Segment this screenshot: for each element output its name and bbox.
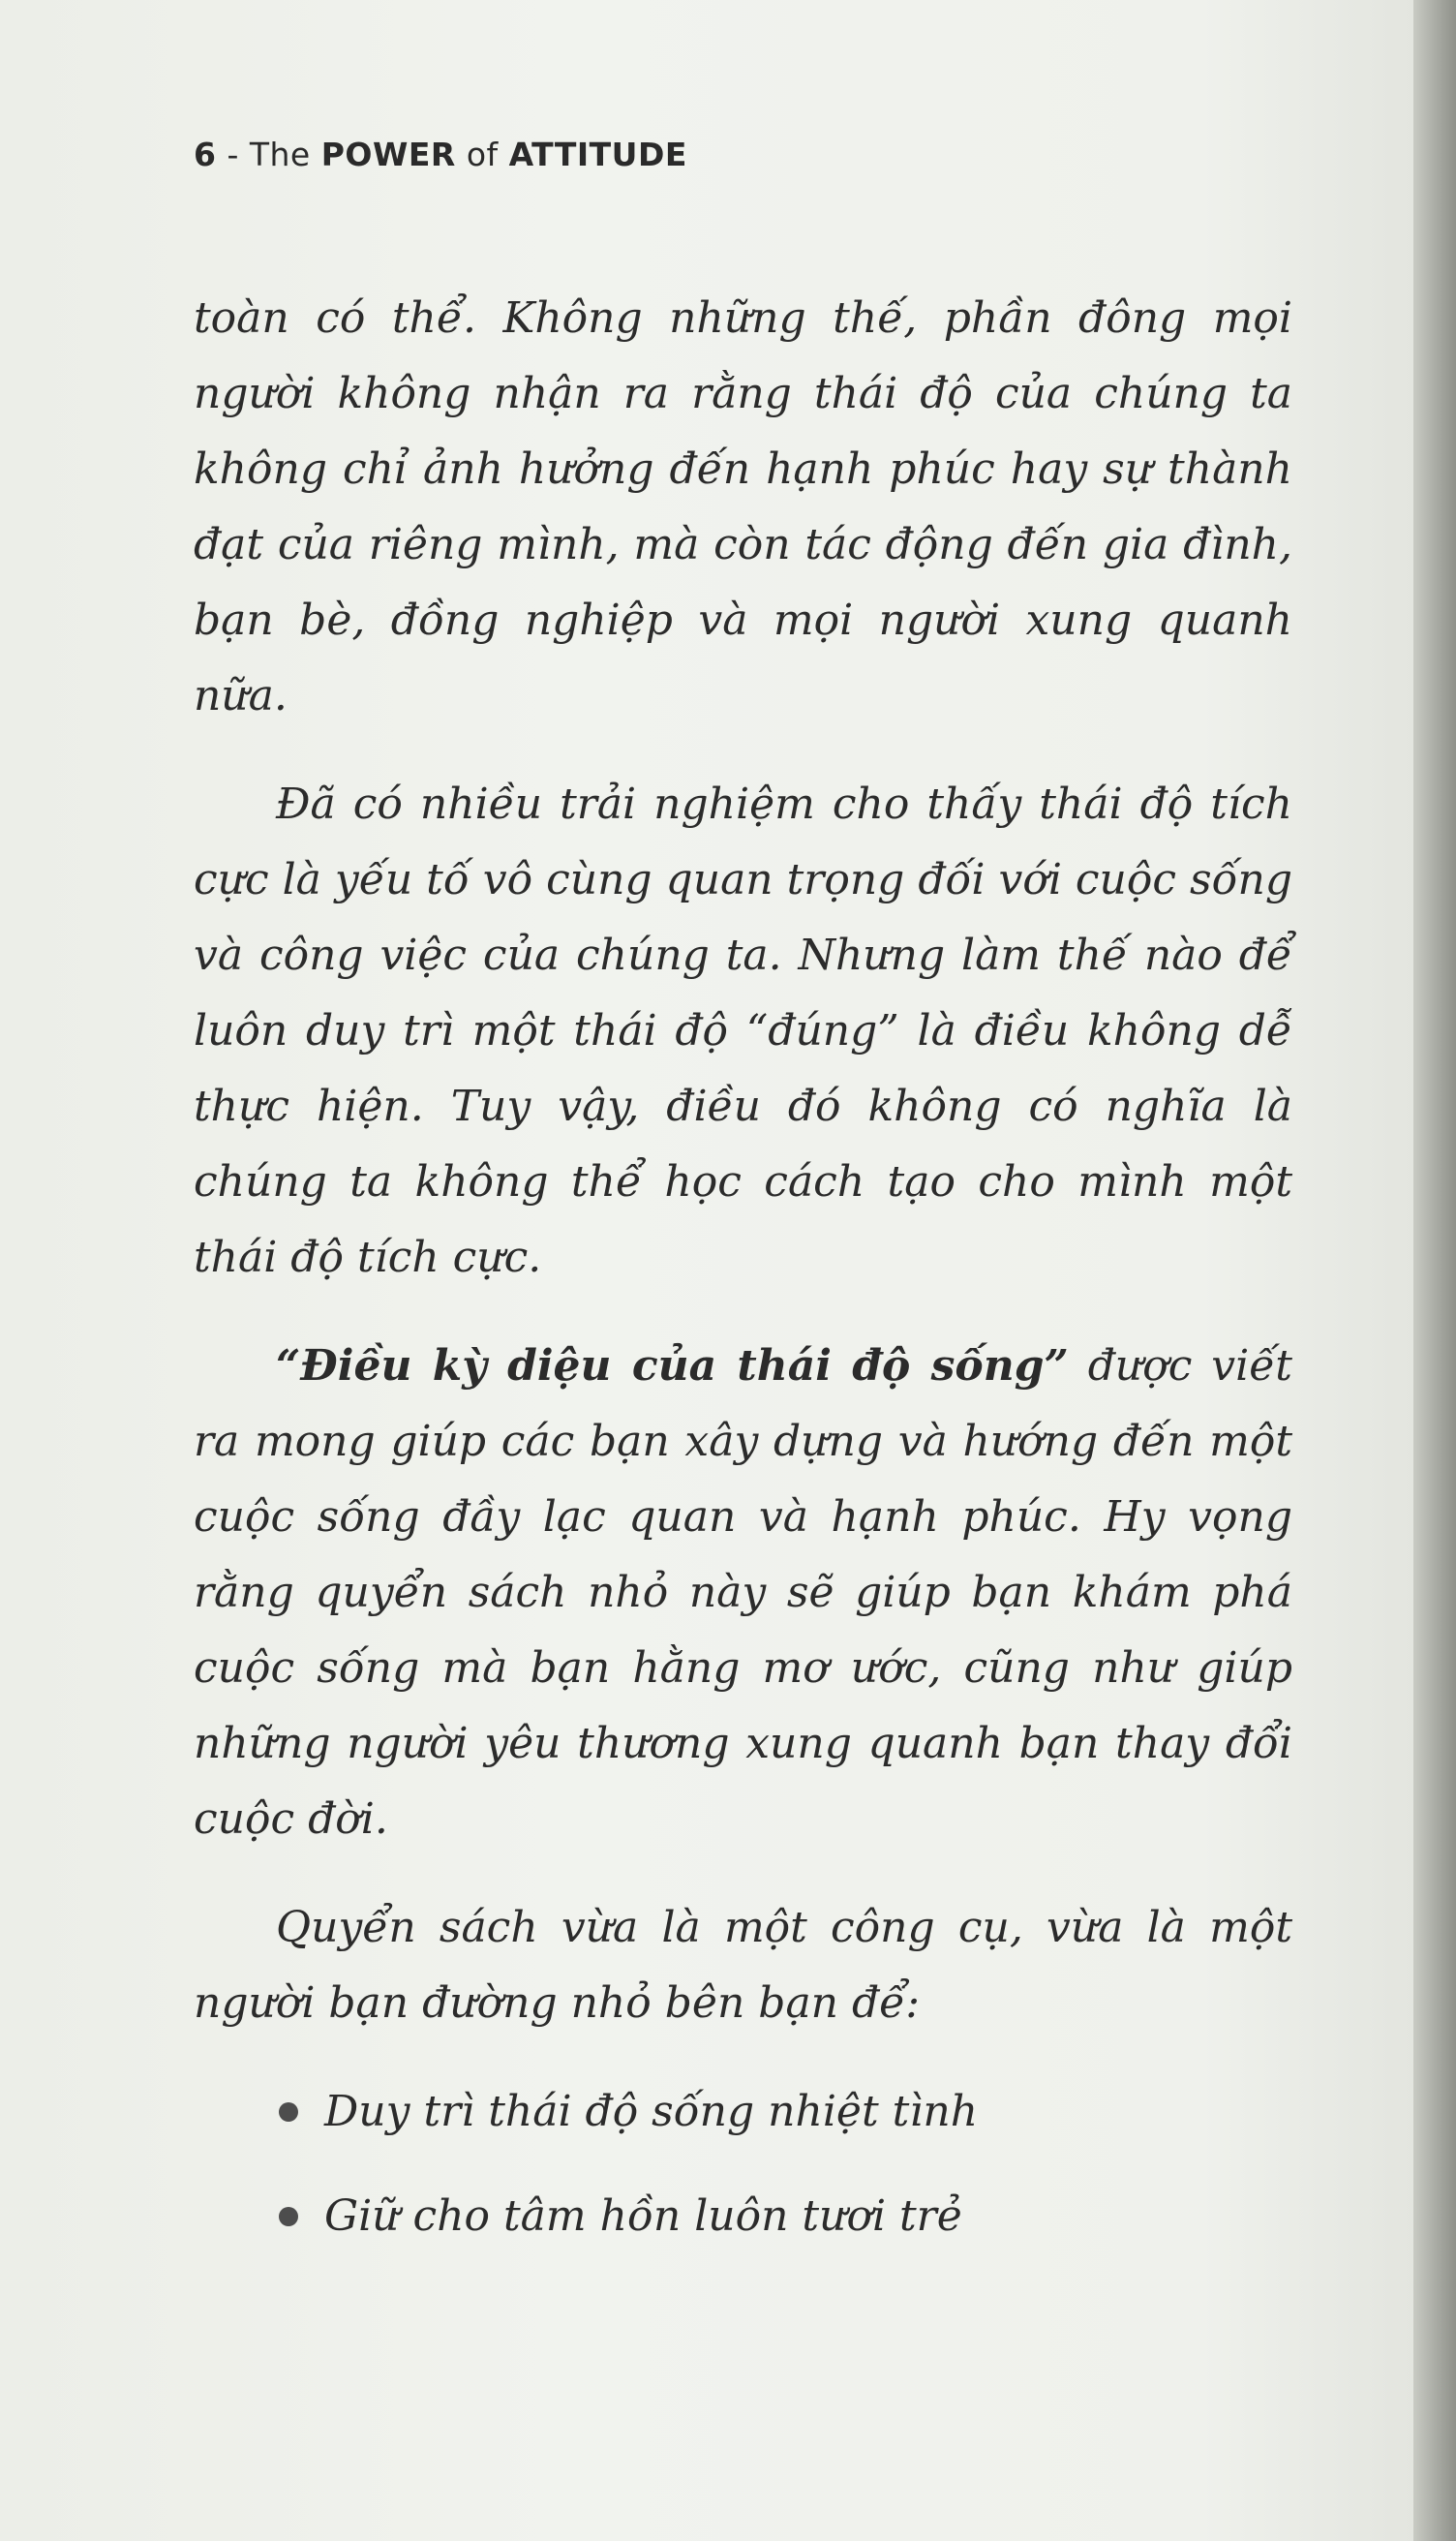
header-title-the: The: [249, 136, 321, 173]
running-header: [194, 136, 687, 173]
bullet-list: [194, 2074, 1292, 2254]
list-item: [194, 2074, 1292, 2150]
header-separator: -: [216, 136, 250, 173]
header-title-attitude: ATTITUDE: [508, 136, 687, 173]
paragraph-1: toàn có thể. Không những thế, phần đông mọi người không nhận ra rằng thái độ của chúng ta không chỉ ảnh hưởng đến hạnh phúc hay sự thành đạt của riêng mình, mà còn tác động đến gia đình, bạn bè, đồng nghiệp và mọi người xung quanh nữa.: [194, 293, 1292, 720]
page-number: 6: [194, 136, 217, 173]
body-text: [194, 281, 1292, 2283]
paragraph-3-rest: được viết ra mong giúp các bạn xây dựng và hướng đến một cuộc sống đầy lạc quan và hạnh phúc. Hy vọng rằng quyển sách nhỏ này sẽ giúp bạn khám phá cuộc sống mà bạn hằng mơ ước, cũng như giúp những người yêu thương xung quanh bạn thay đổi cuộc đời.: [194, 1341, 1292, 1844]
page-edge-shadow: [1413, 0, 1456, 2541]
header-title-power: POWER: [320, 136, 456, 173]
list-item: [194, 2179, 1292, 2254]
paragraph-2: Đã có nhiều trải nghiệm cho thấy thái độ tích cực là yếu tố vô cùng quan trọng đối với cuộc sống và công việc của chúng ta. Nhưng làm thế nào để luôn duy trì một thái độ “đúng” là điều không dễ thực hiện. Tuy vậy, điều đó không có nghĩa là chúng ta không thể học cách tạo cho mình một thái độ tích cực.: [194, 780, 1292, 1282]
header-title-of: of: [455, 136, 509, 173]
bullet-text: Giữ cho tâm hồn luôn tươi trẻ: [324, 2191, 962, 2241]
paragraph-4: Quyển sách vừa là một công cụ, vừa là một người bạn đường nhỏ bên bạn để:: [194, 1903, 1292, 2028]
bullet-text: Duy trì thái độ sống nhiệt tình: [324, 2087, 979, 2136]
bullet-dot-icon: [279, 2207, 298, 2226]
paragraph-3: [194, 1329, 1292, 1857]
bullet-dot-icon: [279, 2102, 298, 2122]
book-title-bold: “Điều kỳ diệu của thái độ sống”: [276, 1341, 1069, 1391]
